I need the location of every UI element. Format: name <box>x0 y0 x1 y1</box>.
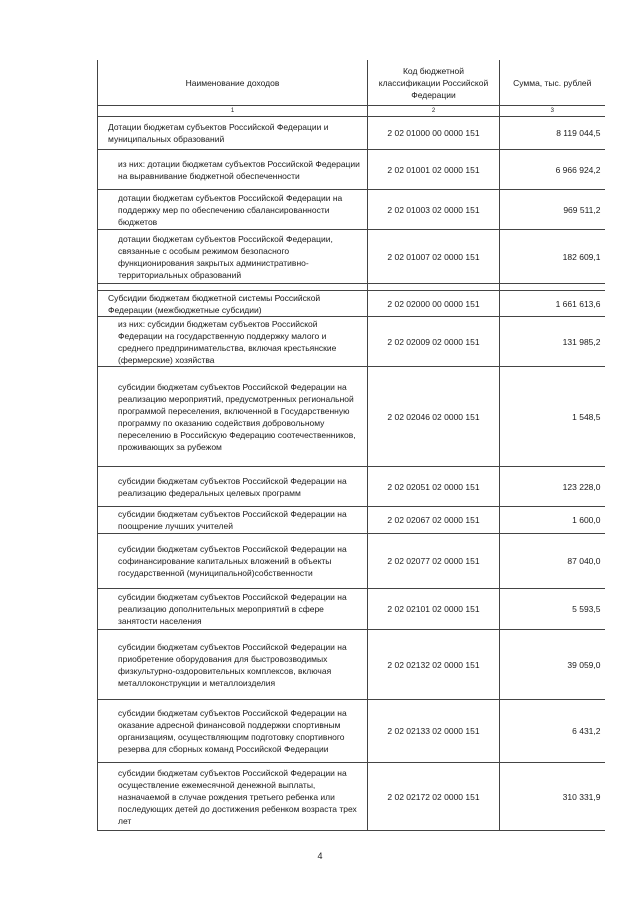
header-code: Код бюджетной классификации Российской Федерации <box>368 60 500 106</box>
table-row <box>98 190 605 230</box>
table-row <box>98 317 605 367</box>
row-sum: 969 511,2 <box>500 190 605 230</box>
row-code: 2 02 02077 02 0000 151 <box>368 534 500 589</box>
header-sum: Сумма, тыс. рублей <box>500 60 605 106</box>
table-row <box>98 291 605 317</box>
column-number: 2 <box>368 106 500 117</box>
table-row <box>98 507 605 534</box>
column-number-row <box>98 106 605 117</box>
row-sum: 123 228,0 <box>500 467 605 507</box>
table-row <box>98 534 605 589</box>
table-row <box>98 230 605 284</box>
row-name: субсидии бюджетам субъектов Российской Федерации на поощрение лучших учителей <box>98 507 368 534</box>
table-row <box>98 763 605 831</box>
row-sum: 1 661 613,6 <box>500 291 605 317</box>
row-sum: 131 985,2 <box>500 317 605 367</box>
row-name: субсидии бюджетам субъектов Российской Федерации на оказание адресной финансовой поддержки спортивным организациям, осуществляющим подготовку спортивного резерва для сборных команд Российской Федерации <box>98 700 368 763</box>
table-row <box>98 150 605 190</box>
row-name: субсидии бюджетам субъектов Российской Федерации на приобретение оборудования для быстровозводимых физкультурно-оздоровительных комплексов, включая металлоконструкции и металлоизделия <box>98 630 368 700</box>
row-sum: 182 609,1 <box>500 230 605 284</box>
row-name: дотации бюджетам субъектов Российской Федерации на поддержку мер по обеспечению сбалансированности бюджетов <box>98 190 368 230</box>
header-name: Наименование доходов <box>98 60 368 106</box>
table-header-row <box>98 60 605 106</box>
row-code: 2 02 02000 00 0000 151 <box>368 291 500 317</box>
row-name: субсидии бюджетам субъектов Российской Федерации на софинансирование капитальных вложений в объекты государственной (муниципальной)собственности <box>98 534 368 589</box>
row-code: 2 02 01007 02 0000 151 <box>368 230 500 284</box>
row-code: 2 02 02046 02 0000 151 <box>368 367 500 467</box>
row-code: 2 02 02132 02 0000 151 <box>368 630 500 700</box>
page-number: 4 <box>317 851 323 861</box>
row-sum: 87 040,0 <box>500 534 605 589</box>
row-sum: 5 593,5 <box>500 589 605 630</box>
row-sum: 39 059,0 <box>500 630 605 700</box>
row-name: субсидии бюджетам субъектов Российской Федерации на реализацию дополнительных мероприятий в сфере занятости населения <box>98 589 368 630</box>
table-row <box>98 589 605 630</box>
row-code: 2 02 02172 02 0000 151 <box>368 763 500 831</box>
table-row <box>98 367 605 467</box>
table-row <box>98 700 605 763</box>
row-name: субсидии бюджетам субъектов Российской Федерации на реализацию мероприятий, предусмотренных региональной программой переселения, включенной в Государственную программу по оказанию содействия добровольному переселению в Российскую Федерацию соотечественников, проживающих за рубежом <box>98 367 368 467</box>
row-name: субсидии бюджетам субъектов Российской Федерации на реализацию федеральных целевых программ <box>98 467 368 507</box>
table-row <box>98 630 605 700</box>
row-code: 2 02 02133 02 0000 151 <box>368 700 500 763</box>
revenue-table <box>97 60 605 831</box>
row-name: субсидии бюджетам субъектов Российской Федерации на осуществление ежемесячной денежной выплаты, назначаемой в случае рождения третьего ребенка или последующих детей до достижения ребенком возраста трех лет <box>98 763 368 831</box>
row-name: Дотации бюджетам субъектов Российской Федерации и муниципальных образований <box>98 117 368 150</box>
row-code: 2 02 01001 02 0000 151 <box>368 150 500 190</box>
column-number: 3 <box>500 106 605 117</box>
row-code: 2 02 01003 02 0000 151 <box>368 190 500 230</box>
table-row <box>98 467 605 507</box>
row-code: 2 02 01000 00 0000 151 <box>368 117 500 150</box>
row-sum: 1 600,0 <box>500 507 605 534</box>
row-name: Субсидии бюджетам бюджетной системы Российской Федерации (межбюджетные субсидии) <box>98 291 368 317</box>
row-sum: 6 966 924,2 <box>500 150 605 190</box>
row-sum: 1 548,5 <box>500 367 605 467</box>
row-sum: 310 331,9 <box>500 763 605 831</box>
row-code: 2 02 02101 02 0000 151 <box>368 589 500 630</box>
row-sum: 6 431,2 <box>500 700 605 763</box>
row-name: из них: субсидии бюджетам субъектов Российской Федерации на государственную поддержку малого и среднего предпринимательства, включая крестьянские (фермерские) хозяйства <box>98 317 368 367</box>
row-code: 2 02 02067 02 0000 151 <box>368 507 500 534</box>
table-row <box>98 117 605 150</box>
column-number: 1 <box>98 106 368 117</box>
row-code: 2 02 02051 02 0000 151 <box>368 467 500 507</box>
spacer-row <box>98 284 605 291</box>
row-name: дотации бюджетам субъектов Российской Федерации, связанные с особым режимом безопасного функционирования закрытых административно-территориальных образований <box>98 230 368 284</box>
row-code: 2 02 02009 02 0000 151 <box>368 317 500 367</box>
row-sum: 8 119 044,5 <box>500 117 605 150</box>
row-name: из них: дотации бюджетам субъектов Российской Федерации на выравнивание бюджетной обеспеченности <box>98 150 368 190</box>
